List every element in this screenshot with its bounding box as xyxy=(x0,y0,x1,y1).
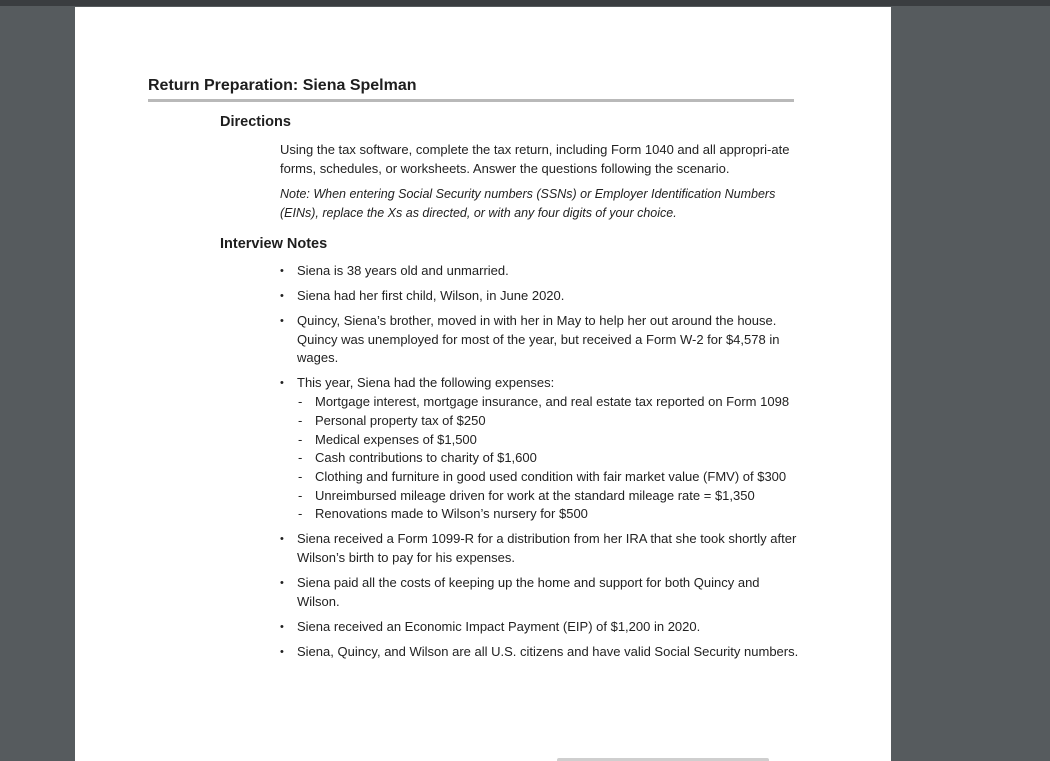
list-item xyxy=(280,643,800,662)
list-item-text: Siena is 38 years old and unmarried. xyxy=(297,263,509,278)
list-item xyxy=(280,574,800,611)
list-item xyxy=(280,374,800,524)
expense-item: - Renovations made to Wilson’s nursery for $500 xyxy=(297,505,800,524)
expense-item: - Unreimbursed mileage driven for work at the standard mileage rate = $1,350 xyxy=(297,487,800,506)
list-item xyxy=(280,618,800,637)
expenses-list xyxy=(297,393,800,524)
interview-notes-heading: Interview Notes xyxy=(220,236,328,252)
expense-item: - Clothing and furniture in good used condition with fair market value (FMV) of $300 xyxy=(297,468,800,487)
list-item-text: Siena had her first child, Wilson, in June 2020. xyxy=(297,288,565,303)
list-item-text: Siena received a Form 1099-R for a distribution from her IRA that she took shortly after Wilson’s birth to pay for his expenses. xyxy=(297,531,797,566)
document-page xyxy=(75,7,891,761)
expense-item: - Medical expenses of $1,500 xyxy=(297,431,800,450)
directions-text: Using the tax software, complete the tax return, including Form 1040 and all appropri-ate forms, schedules, or worksheets. Answer the questions following the scenario. xyxy=(280,142,790,176)
list-item xyxy=(280,530,800,567)
directions-heading: Directions xyxy=(220,114,291,130)
expense-item: - Cash contributions to charity of $1,600 xyxy=(297,449,800,468)
list-item xyxy=(280,262,800,281)
expense-item: - Personal property tax of $250 xyxy=(297,412,800,431)
interview-notes-list xyxy=(280,262,800,668)
page-title: Return Preparation: Siena Spelman xyxy=(148,77,794,102)
list-item-text: Siena paid all the costs of keeping up the home and support for both Quincy and Wilson. xyxy=(297,575,760,609)
list-item xyxy=(280,312,800,368)
list-item xyxy=(280,287,800,306)
directions-note: Note: When entering Social Security numbers (SSNs) or Employer Identification Numbers (EINs), replace the Xs as directed, or with any four digits of your choice. xyxy=(280,187,776,220)
list-item-text: Quincy, Siena’s brother, moved in with her in May to help her out around the house. Quincy was unemployed for most of the year, but received a Form W-2 for $4,578 in wages. xyxy=(297,313,780,366)
list-item-text: This year, Siena had the following expenses: xyxy=(297,375,555,391)
list-item-text: Siena, Quincy, and Wilson are all U.S. citizens and have valid Social Security numbers. xyxy=(297,643,799,659)
list-item-text: Siena received an Economic Impact Payment (EIP) of $1,200 in 2020. xyxy=(297,618,701,634)
viewer-top-bar xyxy=(0,0,1050,6)
expense-item: - Mortgage interest, mortgage insurance, and real estate tax reported on Form 1098 xyxy=(297,393,800,412)
